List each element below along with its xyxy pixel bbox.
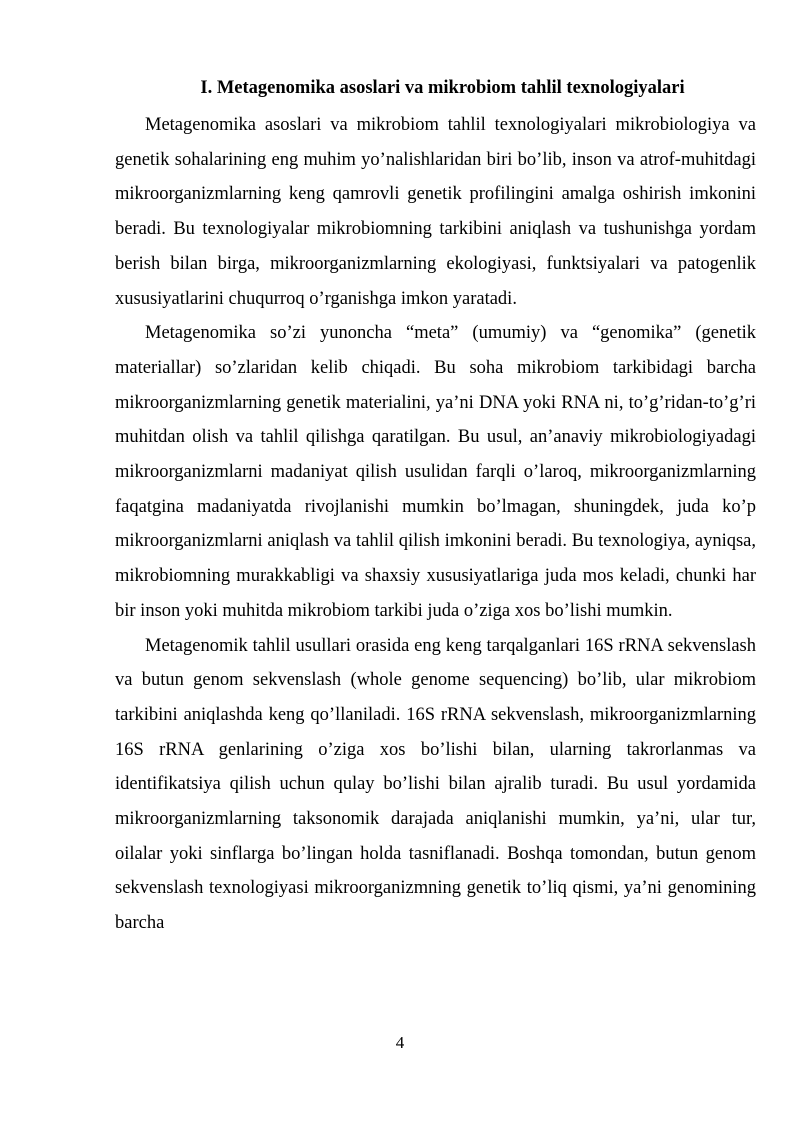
section-heading: I. Metagenomika asoslari va mikrobiom tahlil texnologiyalari: [200, 78, 685, 98]
paragraph-1: Metagenomika asoslari va mikrobiom tahlil texnologiyalari mikrobiologiya va genetik sohalarining eng muhim yo’nalishlaridan biri bo’lib, inson va atrof-muhitdagi mikroorganizmlarning keng qamrovli genetik profilingini amalga oshirish imkonini beradi. Bu texnologiyalar mikrobiomning tarkibini aniqlash va tushunishga yordam berish bilan birga, mikroorganizmlarning ekologiyasi, funktsiyalari va patogenlik xususiyatlarini chuqurroq o’rganishga imkon yaratadi.: [115, 115, 756, 309]
paragraph-2: Metagenomika so’zi yunoncha “meta” (umumiy) va “genomika” (genetik materiallar) so’zlaridan kelib chiqadi. Bu soha mikrobiom tarkibidagi barcha mikroorganizmlarning genetik materialini, ya’ni DNA yoki RNA ni, to’g’ridan-to’g’ri muhitdan olish va tahlil qilishga qaratilgan. Bu usul, an’anaviy mikrobiologiyadagi mikroorganizmlarni madaniyat qilish usulidan farqli o’laroq, mikroorganizmlarning faqatgina madaniyatda rivojlanishi mumkin bo’lmagan, shuningdek, juda ko’p mikroorganizmlarni aniqlash va tahlil qilish imkonini beradi. Bu texnologiya, ayniqsa, mikrobiomning murakkabligi va shaxsiy xususiyatlariga juda mos keladi, chunki har bir inson yoki muhitda mikrobiom tarkibi juda o’ziga xos bo’lishi mumkin.: [115, 323, 756, 621]
paragraph-3: Metagenomik tahlil usullari orasida eng keng tarqalganlari 16S rRNA sekvenslash va butun genom sekvenslash (whole genome sequencing) bo’lib, ular mikrobiom tarkibini aniqlashda keng qo’llaniladi. 16S rRNA sekvenslash, mikroorganizmlarning 16S rRNA genlarining o’ziga xos bo’lishi bilan, ularning takrorlanmas va identifikatsiya qilish uchun qulay bo’lishi bilan ajralib turadi. Bu usul yordamida mikroorganizmlarning taksonomik darajada aniqlanishi mumkin, ya’ni, ular tur, oilalar yoki sinflarga bo’lingan holda tasniflanadi. Boshqa tomondan, butun genom sekvenslash texnologiyasi mikroorganizmning genetik to’liq qismi, ya’ni genomining barcha: [115, 635, 756, 934]
page-number: 4: [395, 1033, 405, 1052]
body-text: [115, 108, 756, 941]
